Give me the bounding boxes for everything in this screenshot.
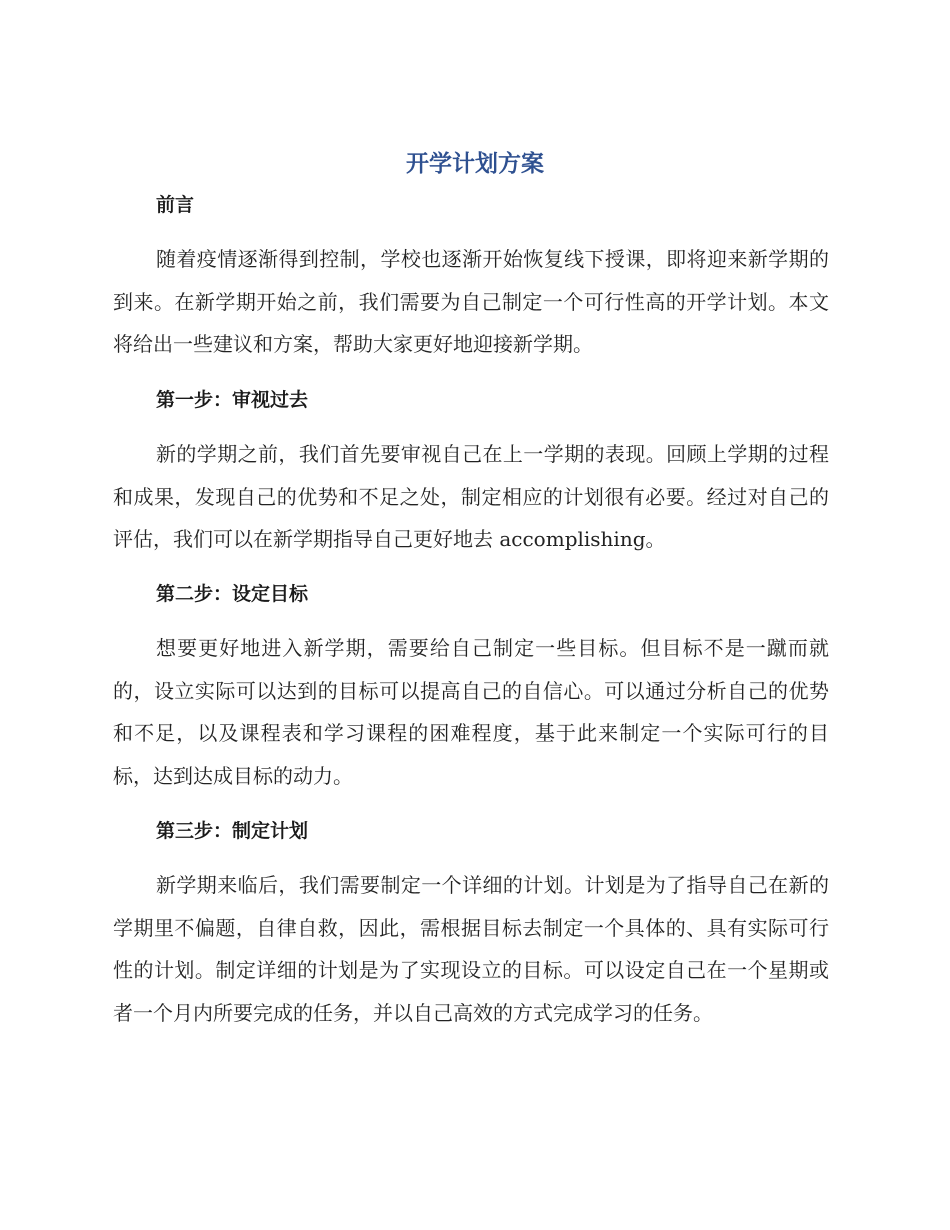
- section-heading-step-3: 第三步：制定计划: [156, 820, 309, 842]
- document-title: 开学计划方案: [406, 151, 544, 177]
- section-paragraph-preface: 随着疫情逐渐得到控制，学校也逐渐开始恢复线下授课，即将迎来新学期的到来。在新学期开始之前，我们需要为自己制定一个可行性高的开学计划。本文将给出一些建议和方案，帮助大家更好地迎接新学期。: [113, 247, 829, 356]
- section-paragraph-step-2: 想要更好地进入新学期，需要给自己制定一些目标。但目标不是一蹴而就的，设立实际可以达到的目标可以提高自己的自信心。可以通过分析自己的优势和不足，以及课程表和学习课程的困难程度，基于此来制定一个实际可行的目标，达到达成目标的动力。: [113, 636, 829, 788]
- section-heading-step-2: 第二步：设定目标: [156, 583, 309, 605]
- section-heading-step-1: 第一步：审视过去: [156, 389, 309, 411]
- section-paragraph-step-1: 新的学期之前，我们首先要审视自己在上一学期的表现。回顾上学期的过程和成果，发现自己的优势和不足之处，制定相应的计划很有必要。经过对自己的评估，我们可以在新学期指导自己更好地去 accomplishing。: [113, 442, 829, 551]
- section-paragraph-step-3: 新学期来临后，我们需要制定一个详细的计划。计划是为了指导自己在新的学期里不偏题，自律自救，因此，需根据目标去制定一个具体的、具有实际可行性的计划。制定详细的计划是为了实现设立的目标。可以设定自己在一个星期或者一个月内所要完成的任务，并以自己高效的方式完成学习的任务。: [113, 873, 829, 1025]
- section-heading-preface: 前言: [156, 194, 195, 216]
